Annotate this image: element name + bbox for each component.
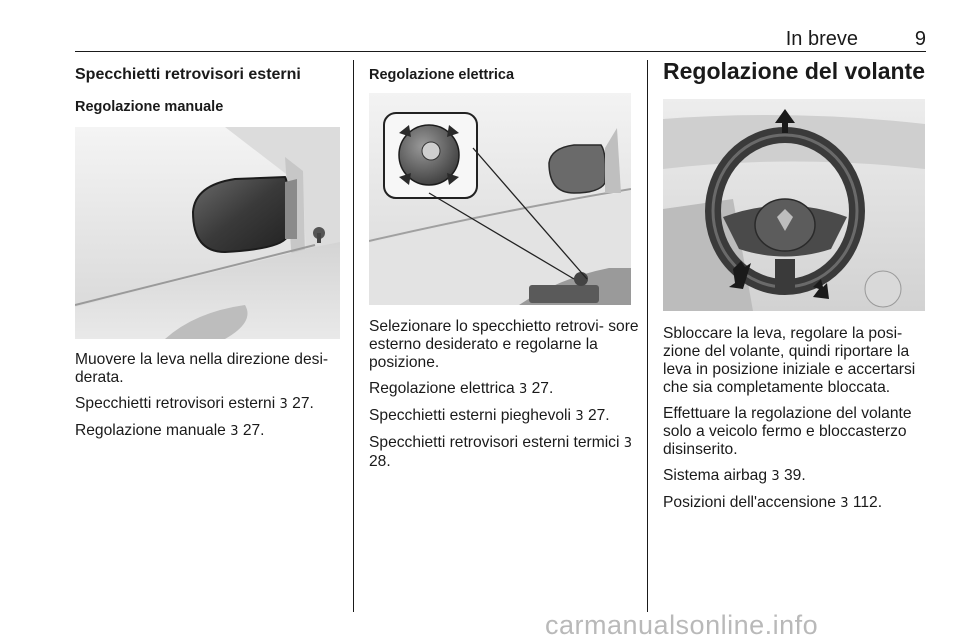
reference-page: 112.	[852, 494, 883, 511]
body-text: Effettuare la regolazione del volante solo a veicolo fermo e bloccasterzo disinserito.	[663, 405, 912, 458]
body-text: Muovere la leva nella direzione desi- derata.	[75, 351, 329, 386]
page-ref-arrow-icon: 3	[575, 409, 584, 424]
electric-mirror-figure	[369, 93, 631, 305]
reference-page: 39.	[783, 467, 806, 484]
page-ref-arrow-icon: 3	[771, 469, 780, 484]
cross-reference[interactable]	[369, 434, 639, 471]
manual-mirror-figure	[75, 127, 340, 339]
page-ref-arrow-icon: 3	[840, 496, 849, 511]
column-2-text	[369, 318, 639, 479]
reference-text: Sistema airbag	[663, 467, 768, 484]
watermark: carmanualsonline.info	[545, 610, 819, 640]
body-text: Sbloccare la leva, regolare la posi- zione del volante, quindi riportare la leva in posizione iniziale e accertarsi che sia completamente bloccata.	[663, 325, 916, 396]
steering-wheel-figure	[663, 99, 925, 311]
cross-reference[interactable]	[75, 422, 345, 441]
subsection-heading: Regolazione elettrica	[369, 67, 515, 83]
reference-text: Regolazione elettrica	[369, 380, 515, 397]
cross-reference[interactable]	[369, 407, 639, 426]
running-header-title: In breve	[785, 28, 858, 50]
reference-page: 28.	[369, 453, 391, 470]
page-ref-arrow-icon: 3	[230, 424, 239, 439]
subsection-heading: Regolazione manuale	[75, 99, 224, 115]
cross-reference[interactable]	[663, 494, 931, 513]
column-3	[663, 58, 928, 84]
column-divider	[647, 60, 648, 612]
page-ref-arrow-icon: 3	[518, 382, 528, 397]
section-heading: Regolazione del volante	[663, 58, 925, 84]
reference-page: 27.	[292, 395, 314, 412]
page-number: 9	[914, 28, 926, 50]
body-text: Selezionare lo specchietto retrovi- sore esterno desiderato e regolarne la posizione.	[369, 318, 639, 371]
reference-text: Regolazione manuale	[75, 422, 226, 439]
reference-text: Specchietti esterni pieghevoli	[369, 407, 571, 424]
reference-page: 27.	[531, 380, 554, 397]
column-1-text	[75, 351, 345, 449]
header-rule	[75, 51, 926, 52]
page-ref-arrow-icon: 3	[623, 436, 633, 451]
reference-page: 27.	[587, 407, 610, 424]
cross-reference[interactable]	[75, 395, 345, 414]
column-2	[369, 66, 634, 84]
reference-text: Posizioni dell'accensione	[663, 494, 836, 511]
cross-reference[interactable]	[663, 467, 931, 486]
cross-reference[interactable]	[369, 380, 639, 399]
section-heading: Specchietti retrovisori esterni	[75, 66, 301, 83]
column-1	[75, 66, 343, 116]
reference-text: Specchietti retrovisori esterni termici	[369, 434, 620, 451]
reference-text: Specchietti retrovisori esterni	[75, 395, 276, 412]
reference-page: 27.	[242, 422, 265, 439]
column-3-text	[663, 325, 931, 521]
column-divider	[353, 60, 354, 612]
page-ref-arrow-icon: 3	[279, 397, 288, 412]
